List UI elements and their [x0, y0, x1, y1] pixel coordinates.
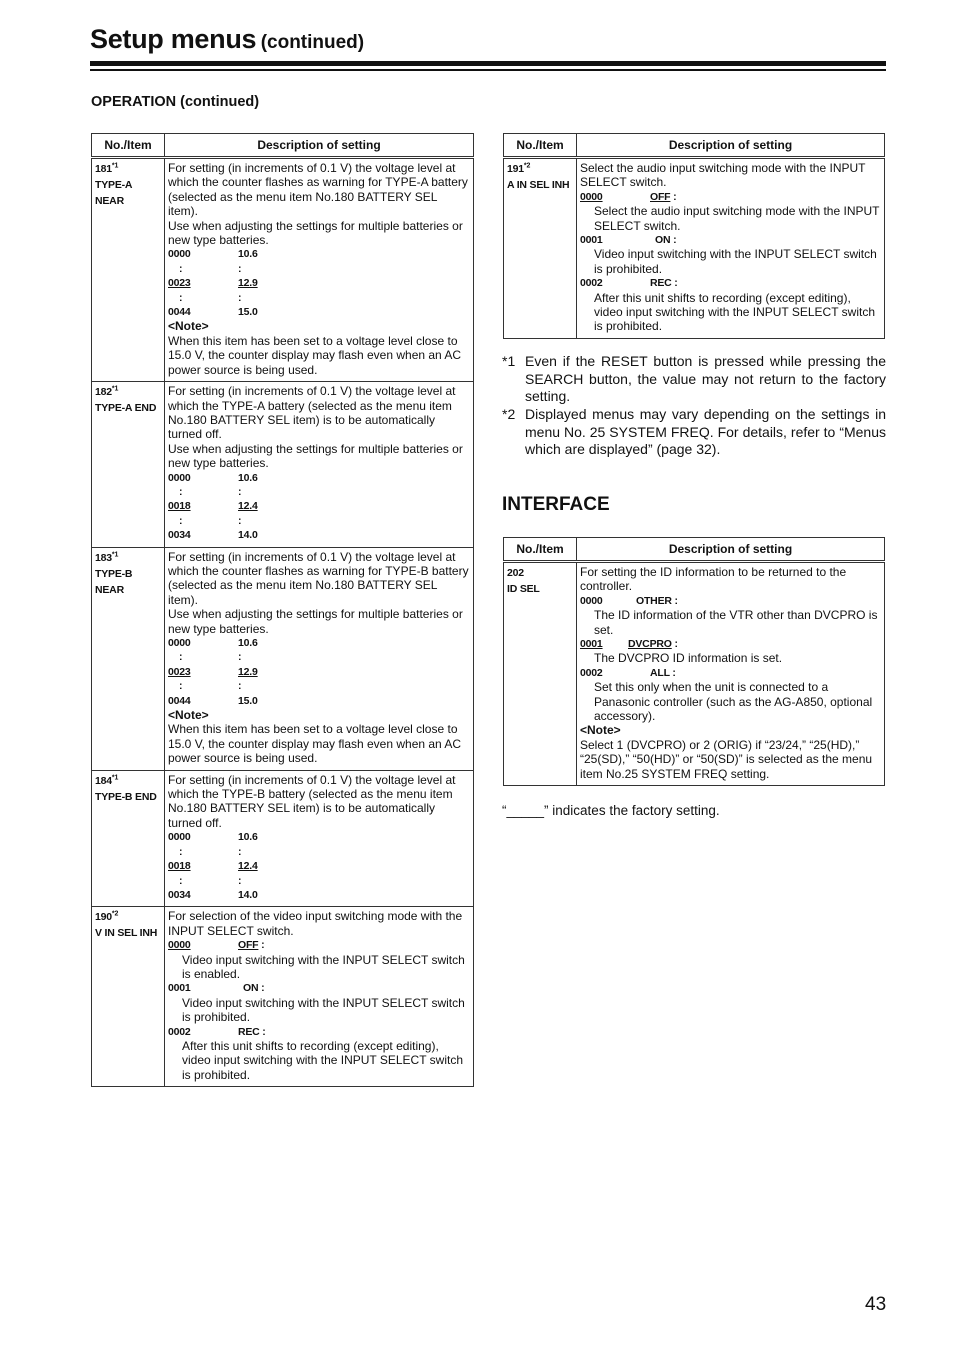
- note-label: <Note>: [168, 319, 209, 334]
- colon: :: [179, 514, 183, 527]
- option-name: OFF: [238, 939, 259, 952]
- colon: :: [261, 982, 265, 995]
- note-text: When this item has been set to a voltage level close to 15.0 V, the counter display may flash even when an AC power source is being used.: [168, 333, 462, 377]
- value-code: 0000: [168, 831, 191, 844]
- colon: :: [673, 190, 677, 203]
- colon: :: [179, 485, 183, 498]
- title-rule-thin: [90, 69, 886, 71]
- footnote-mark: *2: [502, 406, 516, 422]
- option-text: The DVCPRO ID information is set.: [594, 651, 783, 666]
- value-row: [168, 247, 470, 261]
- item-number: 184: [95, 774, 112, 787]
- footnote-mark: *2: [523, 162, 531, 170]
- interface-settings-table: [503, 537, 885, 786]
- item-number: 190: [95, 911, 112, 924]
- option-code: 0000: [580, 190, 603, 203]
- item-number: 182: [95, 386, 112, 399]
- table-header-row: [504, 538, 885, 562]
- desc-text-2: Use when adjusting the settings for multiple batteries or new type batteries.: [168, 218, 463, 248]
- option-row: [168, 1025, 470, 1039]
- option-row-default: [580, 190, 881, 204]
- page-number: 43: [865, 1294, 887, 1315]
- desc-text: For setting the ID information to be returned to the controller.: [580, 565, 847, 594]
- option-text: After this unit shifts to recording (except editing), video input switching with the INPUT SELECT switch is prohibited.: [594, 290, 876, 334]
- colon: :: [238, 680, 242, 693]
- colon: :: [238, 485, 242, 498]
- colon: :: [238, 291, 242, 304]
- colon: :: [238, 262, 242, 275]
- value-row: [168, 694, 470, 708]
- colon: :: [674, 277, 678, 290]
- value-code: 0018: [168, 860, 191, 873]
- table-row: [92, 907, 474, 1087]
- col-header-desc: Description of setting: [577, 538, 885, 562]
- item-cell: [92, 547, 165, 770]
- colon: :: [261, 939, 265, 952]
- footnote-mark: *1: [502, 353, 516, 369]
- col-header-item: No./Item: [504, 538, 577, 562]
- option-name: REC: [238, 1025, 260, 1038]
- col-header-item: No./Item: [504, 134, 577, 158]
- ellipsis-row: [168, 874, 470, 888]
- item-cell: [92, 158, 165, 382]
- footnote-mark: *1: [111, 162, 119, 170]
- footnote-mark: *1: [111, 551, 119, 559]
- item-name: V IN SEL INH: [95, 927, 158, 940]
- value-volt: 10.6: [238, 831, 258, 844]
- value-volt: 12.4: [238, 500, 258, 513]
- value-volt: 15.0: [238, 306, 258, 319]
- option-row: [168, 981, 470, 995]
- value-code: 0000: [168, 637, 191, 649]
- colon: :: [179, 291, 183, 304]
- value-code: 0023: [168, 277, 191, 290]
- value-row: [168, 830, 470, 844]
- value-volt: 15.0: [238, 694, 258, 707]
- item-number: 181: [95, 163, 112, 175]
- colon: :: [262, 1025, 266, 1038]
- item-name: A IN SEL INH: [507, 179, 570, 191]
- colon: :: [179, 262, 183, 275]
- colon: :: [179, 651, 183, 664]
- colon: :: [179, 845, 183, 858]
- page-title: [90, 24, 364, 55]
- option-text: Set this only when the unit is connected to a Panasonic controller (such as the AG-A850, optional accessory).: [594, 680, 873, 724]
- col-header-desc: Description of setting: [165, 134, 474, 158]
- colon: :: [238, 514, 242, 527]
- item-number: 183: [95, 551, 112, 564]
- factory-setting-note: “_____” indicates the factory setting.: [502, 803, 720, 818]
- table-row: [504, 158, 885, 339]
- table-header-row: [92, 134, 474, 158]
- value-row: [168, 471, 470, 485]
- option-code: 0002: [168, 1025, 191, 1038]
- col-header-item: No./Item: [92, 134, 165, 158]
- desc-text: Select the audio input switching mode with the INPUT SELECT switch.: [580, 161, 866, 190]
- value-volt: 14.0: [238, 888, 258, 901]
- colon: :: [179, 680, 183, 693]
- option-row-default: [580, 637, 881, 651]
- left-settings-table: [91, 133, 474, 1087]
- option-code: 0001: [580, 638, 603, 651]
- value-row-default: [168, 859, 470, 873]
- item-cell: [504, 562, 577, 786]
- ellipsis-row: [168, 291, 470, 305]
- colon: :: [673, 234, 677, 247]
- item-name-2: NEAR: [95, 195, 124, 207]
- option-name: OFF: [650, 190, 671, 203]
- item-name: TYPE-B: [95, 567, 133, 580]
- item-cell: [92, 770, 165, 907]
- table-row: [92, 158, 474, 382]
- value-code: 0018: [168, 500, 191, 513]
- item-name-2: NEAR: [95, 583, 124, 596]
- table-header-row: [504, 134, 885, 158]
- item-name: TYPE-B END: [95, 790, 157, 803]
- value-volt: 10.6: [238, 248, 258, 261]
- option-row: [580, 594, 881, 608]
- ellipsis-row: [168, 845, 470, 859]
- item-cell: [92, 382, 165, 547]
- option-code: 0000: [580, 594, 603, 607]
- footnote-mark: *2: [111, 910, 119, 918]
- ellipsis-row: [168, 679, 470, 693]
- option-text: Select the audio input switching mode with the INPUT SELECT switch.: [594, 204, 880, 233]
- footnote-2: [502, 406, 886, 459]
- option-name: ALL: [650, 666, 670, 679]
- colon: :: [238, 845, 242, 858]
- item-name: ID SEL: [507, 583, 540, 595]
- note-label: <Note>: [168, 708, 209, 723]
- option-row: [580, 276, 881, 290]
- right-settings-table: [503, 133, 885, 339]
- table-row: [92, 382, 474, 547]
- item-cell: [504, 158, 577, 339]
- value-volt: 12.9: [238, 277, 258, 290]
- item-name: TYPE-A: [95, 179, 133, 191]
- page-title-sub: (continued): [260, 32, 365, 53]
- note-label: <Note>: [580, 723, 621, 738]
- note-text: Select 1 (DVCPRO) or 2 (ORIG) if “23/24,” “25(HD),” “25(SD),” “50(HD)” or “50(SD)” is selected as the menu item No.25 SYSTEM FREQ setting.: [580, 737, 873, 781]
- interface-heading: INTERFACE: [502, 494, 610, 515]
- option-row-default: [168, 938, 470, 952]
- col-header-desc: Description of setting: [577, 134, 885, 158]
- value-row-default: [168, 276, 470, 290]
- desc-text-2: Use when adjusting the settings for multiple batteries or new type batteries.: [168, 607, 463, 636]
- option-code: 0001: [168, 982, 191, 995]
- desc-text-2: Use when adjusting the settings for multiple batteries or new type batteries.: [168, 441, 463, 471]
- value-row: [168, 305, 470, 319]
- value-code: 0044: [168, 694, 191, 707]
- desc-cell: [165, 770, 474, 907]
- value-code: 0034: [168, 888, 191, 901]
- option-text: After this unit shifts to recording (except editing), video input switching with the INPUT SELECT switch is prohibited.: [182, 1038, 464, 1082]
- desc-text: For setting (in increments of 0.1 V) the voltage level at which the counter flashes as warning for TYPE-B battery (selected as the menu item No.180 BATTERY SEL item).: [168, 549, 469, 607]
- ellipsis-row: [168, 514, 470, 528]
- footnote-text: Displayed menus may vary depending on the settings in menu No. 25 SYSTEM FREQ. For details, refer to “Menus which are displayed” (page 32).: [525, 406, 886, 457]
- value-volt: 12.4: [238, 860, 258, 873]
- footnote-1: [502, 353, 886, 406]
- desc-text: For setting (in increments of 0.1 V) the voltage level at which the TYPE-A battery (selected as the menu item No.180 BATTERY SEL item) is to be automatically turned off.: [168, 384, 456, 442]
- ellipsis-row: [168, 650, 470, 664]
- colon: :: [179, 874, 183, 887]
- option-text: Video input switching with the INPUT SELECT switch is prohibited.: [594, 247, 877, 276]
- option-name: ON: [655, 234, 671, 247]
- value-row-default: [168, 665, 470, 679]
- desc-cell: [165, 158, 474, 382]
- value-row: [168, 636, 470, 650]
- option-text: Video input switching with the INPUT SELECT switch is enabled.: [182, 952, 465, 981]
- option-code: 0002: [580, 666, 603, 679]
- footnote-mark: *1: [111, 774, 119, 782]
- option-text: The ID information of the VTR other than DVCPRO is set.: [594, 608, 878, 637]
- page-title-main: Setup menus: [90, 24, 257, 54]
- desc-cell: [577, 562, 885, 786]
- colon: :: [238, 651, 242, 664]
- colon: :: [674, 638, 678, 651]
- option-name: REC: [650, 277, 672, 290]
- table-row: [92, 770, 474, 907]
- footnote-text: Even if the RESET button is pressed while pressing the SEARCH button, the value may not return to the factory setting.: [525, 353, 886, 404]
- value-code: 0023: [168, 665, 191, 678]
- option-row: [580, 233, 881, 247]
- value-volt: 12.9: [238, 665, 258, 678]
- table-row: [504, 562, 885, 786]
- desc-cell: [165, 382, 474, 547]
- desc-cell: [577, 158, 885, 339]
- value-volt: 10.6: [238, 637, 258, 649]
- item-number: 202: [507, 567, 524, 579]
- value-row: [168, 888, 470, 902]
- note-text: When this item has been set to a voltage level close to 15.0 V, the counter display may flash even when an AC power source is being used.: [168, 722, 462, 766]
- value-code: 0000: [168, 471, 191, 484]
- table-row: [92, 547, 474, 770]
- desc-text: For setting (in increments of 0.1 V) the voltage level at which the counter flashes as warning for TYPE-A battery (selected as the menu item No.180 BATTERY SEL item).: [168, 161, 468, 219]
- option-name: OTHER: [636, 594, 672, 607]
- option-text: Video input switching with the INPUT SELECT switch is prohibited.: [182, 995, 465, 1025]
- footnote-mark: *1: [111, 385, 119, 393]
- item-number: 191: [507, 163, 524, 175]
- ellipsis-row: [168, 485, 470, 499]
- desc-text: For selection of the video input switching mode with the INPUT SELECT switch.: [168, 909, 463, 938]
- option-code: 0000: [168, 939, 191, 952]
- item-cell: [92, 907, 165, 1087]
- item-name: TYPE-A END: [95, 402, 157, 415]
- value-row-default: [168, 499, 470, 513]
- option-name: ON: [243, 982, 259, 995]
- colon: :: [674, 594, 678, 607]
- desc-cell: [165, 907, 474, 1087]
- ellipsis-row: [168, 262, 470, 276]
- value-code: 0044: [168, 306, 191, 319]
- colon: :: [238, 874, 242, 887]
- option-code: 0001: [580, 234, 603, 247]
- colon: :: [672, 666, 676, 679]
- option-code: 0002: [580, 277, 603, 290]
- title-rule: [90, 61, 886, 66]
- desc-text: For setting (in increments of 0.1 V) the voltage level at which the TYPE-B battery (selected as the menu item No.180 BATTERY SEL item) is to be automatically turned off.: [168, 772, 456, 830]
- section-title: OPERATION (continued): [91, 94, 260, 110]
- value-row: [168, 528, 470, 542]
- value-code: 0034: [168, 529, 191, 542]
- option-row: [580, 666, 881, 680]
- desc-cell: [165, 547, 474, 770]
- value-code: 0000: [168, 248, 191, 261]
- option-name: DVCPRO: [628, 638, 672, 651]
- value-volt: 14.0: [238, 529, 258, 542]
- value-volt: 10.6: [238, 471, 258, 484]
